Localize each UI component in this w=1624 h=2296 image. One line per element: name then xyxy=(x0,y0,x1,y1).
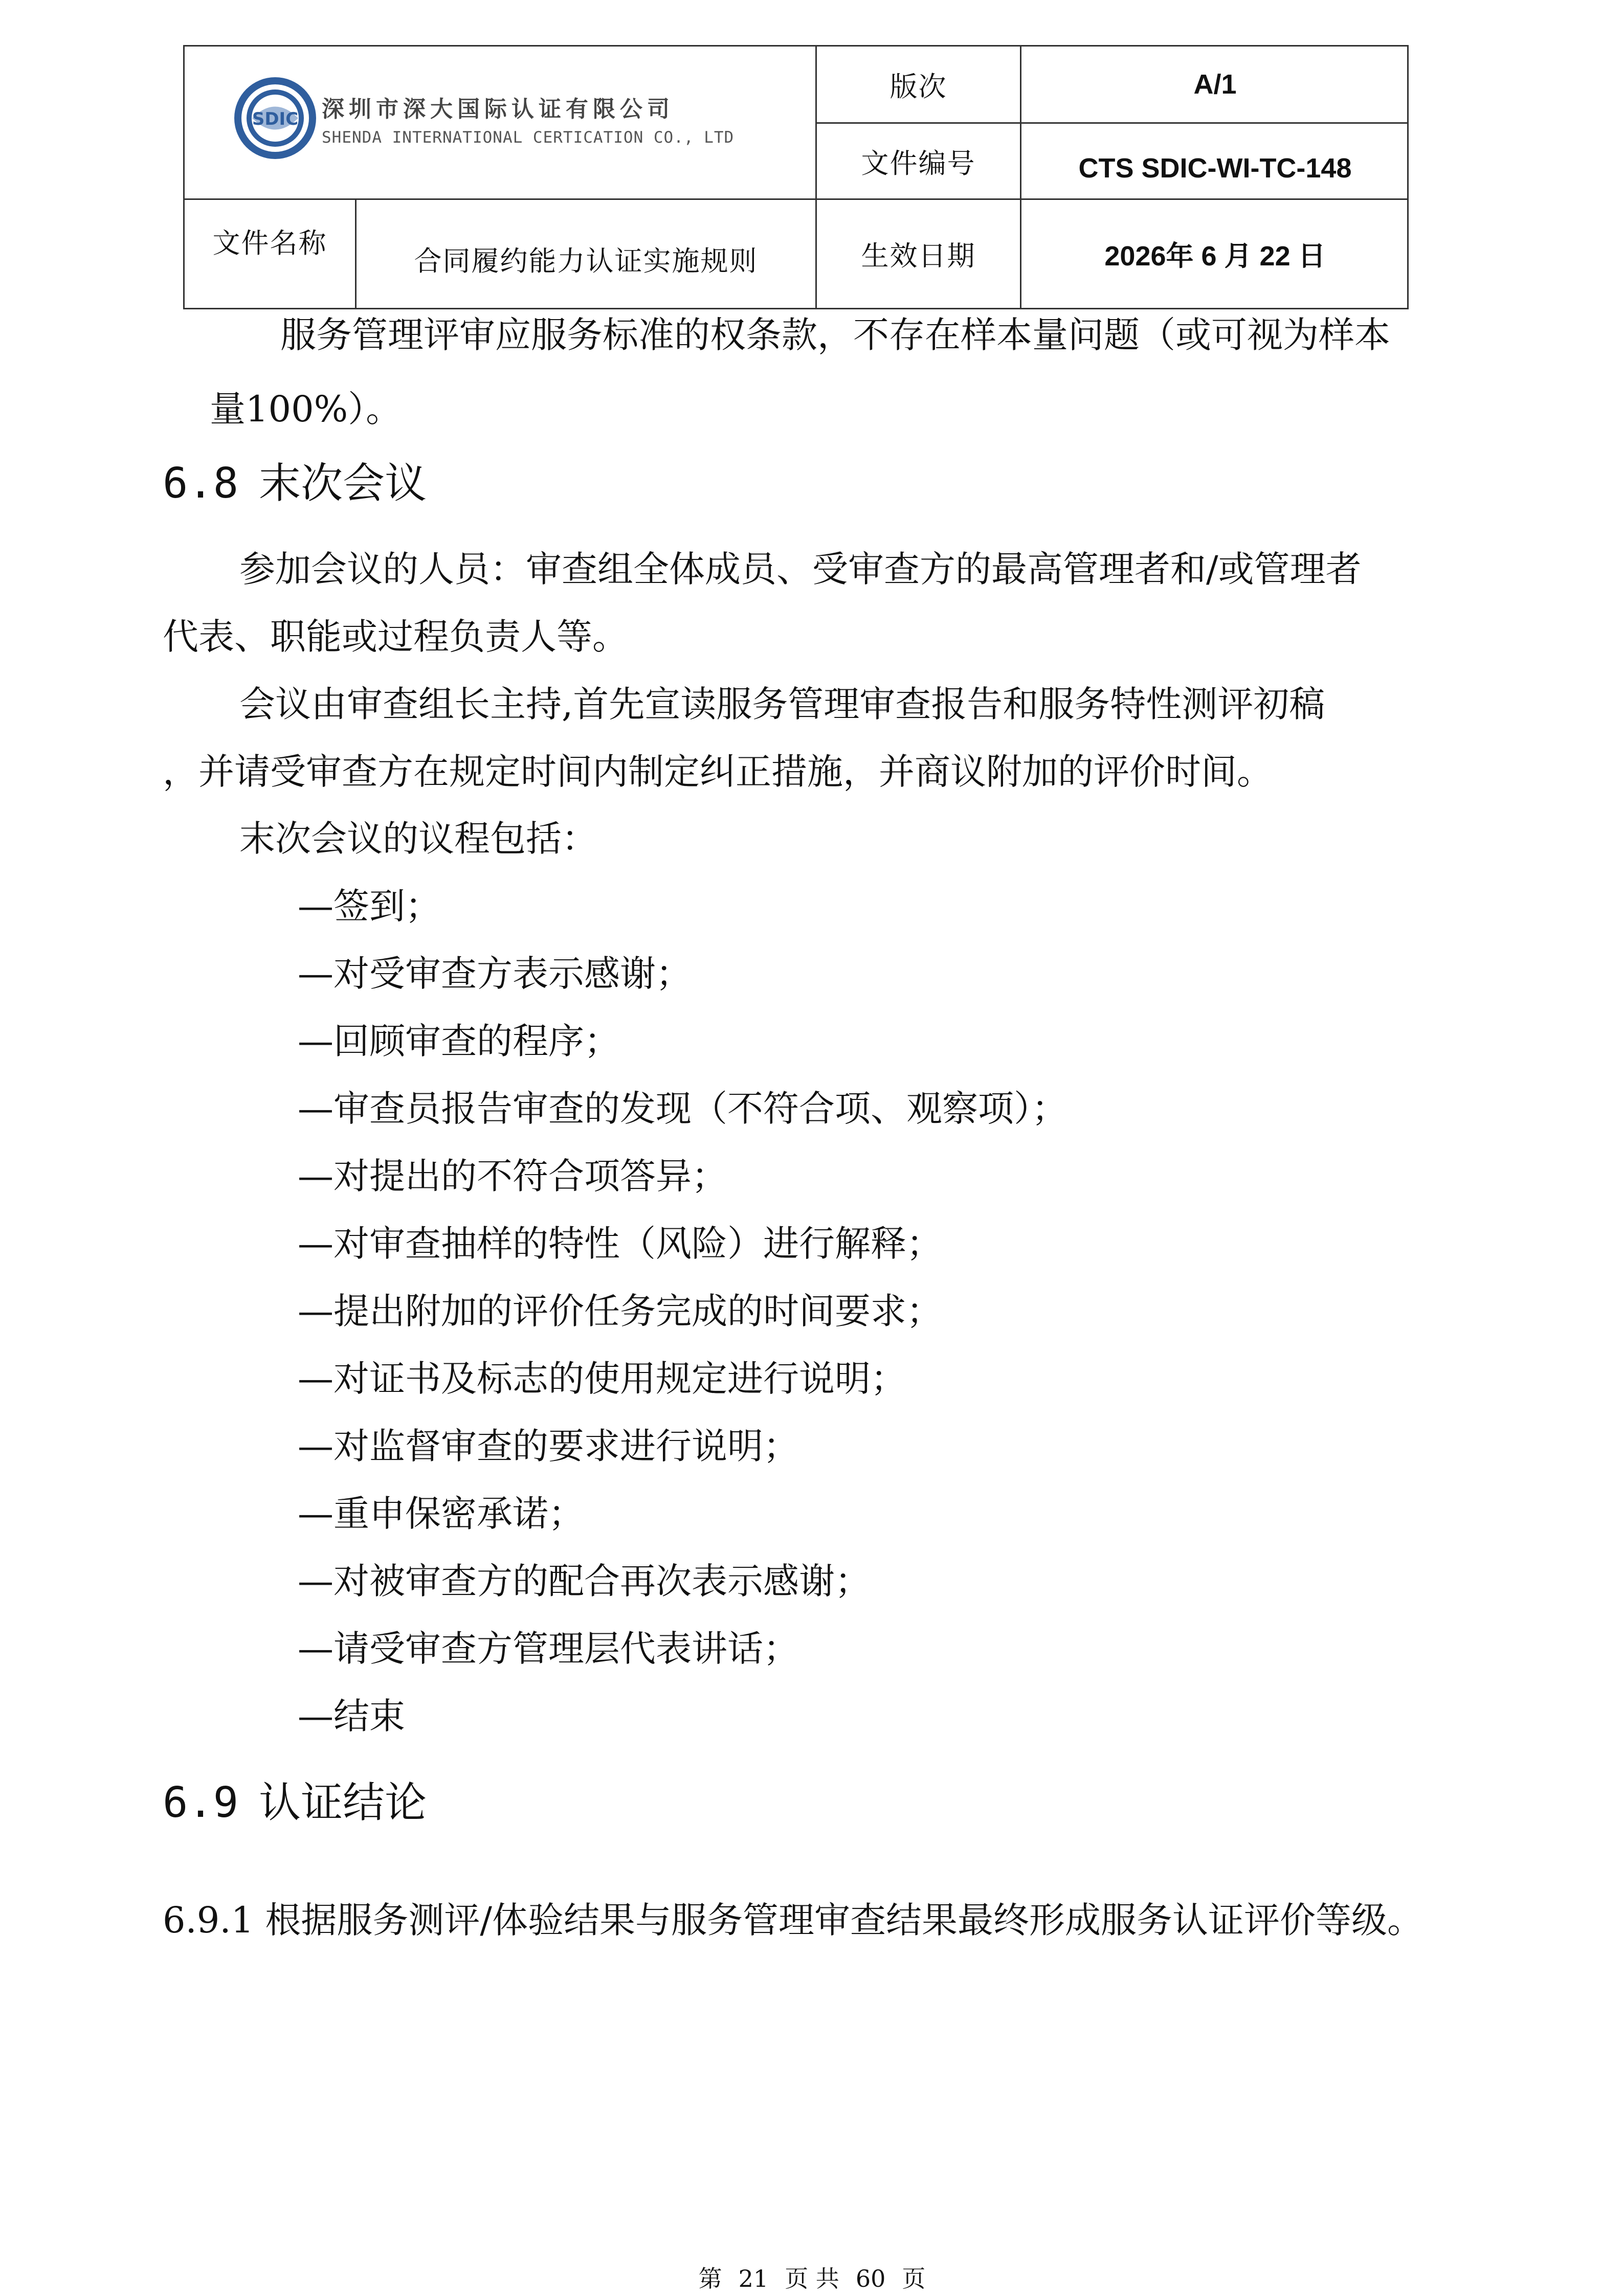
version-value: A/1 xyxy=(1193,69,1237,100)
version-label: 版次 xyxy=(889,70,947,103)
agenda-item: —对提出的不符合项答异； xyxy=(298,1155,727,1197)
effective-date-label: 生效日期 xyxy=(861,240,976,272)
agenda-item: —请受审查方管理层代表讲话； xyxy=(298,1628,799,1670)
docno-value: CTS SDIC-WI-TC-148 xyxy=(1078,153,1352,184)
agenda-item: —对证书及标志的使用规定进行说明； xyxy=(298,1358,906,1400)
doc-name-value: 合同履约能力认证实施规则 xyxy=(414,244,758,277)
section-title: 认证结论 xyxy=(259,1779,427,1827)
company-name-en: SHENDA INTERNATIONAL CERTICATION CO., LTD xyxy=(322,128,735,147)
agenda-item: —对监督审查的要求进行说明； xyxy=(298,1425,799,1467)
agenda-item: —提出附加的评价任务完成的时间要求； xyxy=(298,1290,942,1332)
company-logo-icon xyxy=(232,75,319,162)
agenda-item: —对被审查方的配合再次表示感谢； xyxy=(298,1560,871,1602)
docno-label: 文件编号 xyxy=(861,147,976,179)
section-6-9-heading xyxy=(163,1779,427,1827)
agenda-item: —审查员报告审查的发现（不符合项、观察项）； xyxy=(298,1088,1067,1130)
agenda-item: —回顾审查的程序； xyxy=(298,1020,620,1062)
footer-prefix: 第 xyxy=(698,2265,722,2292)
document-header-table xyxy=(183,45,1409,309)
para-meeting-line-1: 会议由审查组长主持,首先宣读服务管理审查报告和服务特性测评初稿 xyxy=(239,683,1325,725)
intro-line-1: 服务管理评审应服务标准的权条款，不存在样本量问题（或可视为样本 xyxy=(280,314,1390,356)
current-page-number: 21 xyxy=(738,2265,769,2292)
total-pages: 60 xyxy=(855,2265,886,2292)
section-title: 末次会议 xyxy=(259,459,427,508)
section-number: 6.8 xyxy=(163,459,239,508)
effective-date-value: 2026年 6 月 22 日 xyxy=(1104,241,1326,272)
para-attendees-line-1: 参加会议的人员：审查组全体成员、受审查方的最高管理者和/或管理者 xyxy=(239,548,1362,590)
para-meeting-line-2: ，并请受审查方在规定时间内制定纠正措施，并商议附加的评价时间。 xyxy=(163,751,1273,793)
para-attendees-line-2: 代表、职能或过程负责人等。 xyxy=(163,616,628,658)
agenda-intro: 末次会议的议程包括： xyxy=(239,818,597,860)
page-footer xyxy=(0,2260,1624,2294)
section-number: 6.9 xyxy=(163,1779,239,1827)
section-6-8-heading xyxy=(163,459,427,508)
doc-name-label: 文件名称 xyxy=(212,227,327,259)
agenda-item: —对受审查方表示感谢； xyxy=(298,953,692,995)
svg-text:SDIC: SDIC xyxy=(252,109,299,129)
intro-line-2: 量100%）。 xyxy=(210,388,402,430)
agenda-item: —重申保密承诺； xyxy=(298,1493,584,1535)
footer-suffix: 页 xyxy=(902,2265,926,2292)
agenda-item: —结束 xyxy=(298,1695,405,1737)
agenda-item: —签到； xyxy=(298,885,441,927)
clause-6-9-1: 6.9.1 根据服务测评/体验结果与服务管理审查结果最终形成服务认证评价等级。 xyxy=(163,1899,1423,1941)
company-name-cn: 深圳市深大国际认证有限公司 xyxy=(322,96,674,122)
agenda-item: —对审查抽样的特性（风险）进行解释； xyxy=(298,1223,942,1265)
footer-mid: 页 共 xyxy=(785,2265,839,2292)
company-logo-area xyxy=(185,47,817,200)
